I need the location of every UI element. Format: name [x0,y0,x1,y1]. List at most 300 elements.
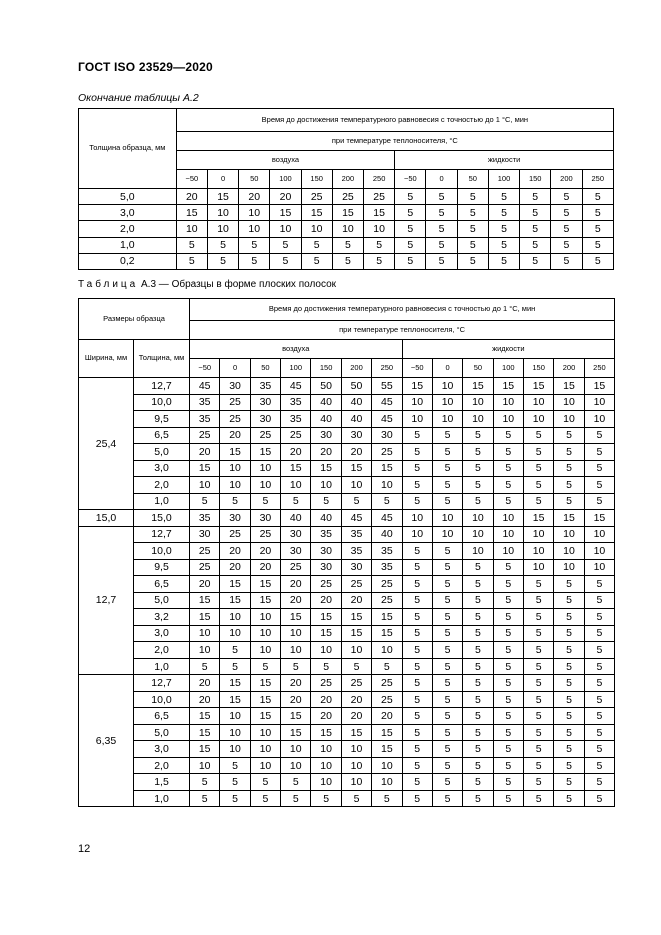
value-cell: 10 [281,625,311,642]
value-cell: 5 [301,237,332,253]
value-cell: 5 [220,658,250,675]
value-cell: 5 [395,221,426,237]
value-cell: 10 [341,642,371,659]
time-header: Время до достижения температурного равновесия с точностью до 1 °С, мин [190,299,615,321]
table-row [79,444,615,461]
value-cell: 5 [463,444,493,461]
value-cell: 15 [341,609,371,626]
value-cell: 10 [554,411,584,428]
temperature-cell: 50 [239,170,270,189]
value-cell: 10 [432,526,462,543]
value-cell: 10 [372,642,402,659]
value-cell: 5 [372,790,402,807]
value-cell: 25 [220,394,250,411]
value-cell: 5 [463,691,493,708]
value-cell: 5 [250,658,280,675]
value-cell: 10 [220,724,250,741]
value-cell: 5 [402,790,432,807]
value-cell: 5 [311,658,341,675]
value-cell: 5 [523,658,553,675]
value-cell: 5 [341,658,371,675]
value-cell: 10 [463,510,493,527]
value-cell: 5 [554,691,584,708]
value-cell: 5 [463,460,493,477]
value-cell: 5 [220,757,250,774]
value-cell: 5 [554,460,584,477]
value-cell: 5 [395,253,426,269]
value-cell: 15 [341,724,371,741]
value-cell: 15 [281,460,311,477]
value-cell: 30 [220,378,250,395]
value-cell: 5 [463,724,493,741]
value-cell: 25 [190,559,220,576]
value-cell: 5 [332,253,363,269]
value-cell: 10 [584,526,614,543]
value-cell: 10 [270,221,301,237]
value-cell: 30 [311,543,341,560]
value-cell: 20 [281,592,311,609]
thickness-cell: 10,0 [134,691,190,708]
value-cell: 5 [582,253,613,269]
value-cell: 5 [584,477,614,494]
value-cell: 10 [402,394,432,411]
value-cell: 45 [372,394,402,411]
time-header: Время до достижения температурного равновесия с точностью до 1 °С, мин [176,109,613,132]
value-cell: 25 [372,691,402,708]
value-cell: 5 [584,757,614,774]
thickness-cell: 6,5 [134,427,190,444]
value-cell: 5 [463,774,493,791]
value-cell: 25 [341,576,371,593]
value-cell: 5 [395,237,426,253]
temperature-cell: 0 [207,170,238,189]
value-cell: 20 [281,576,311,593]
table-a3-caption-number: А.3 [141,279,157,290]
value-cell: 5 [432,625,462,642]
value-cell: 40 [311,510,341,527]
value-cell: 15 [250,708,280,725]
value-cell: 10 [311,757,341,774]
value-cell: 5 [463,675,493,692]
table-row [79,790,615,807]
temperature-cell: 50 [463,359,493,378]
value-cell: 15 [493,378,523,395]
value-cell: 5 [584,675,614,692]
page-number: 12 [78,843,91,855]
value-cell: 5 [395,205,426,221]
temperature-cell: 100 [270,170,301,189]
value-cell: 10 [220,741,250,758]
value-cell: 10 [311,774,341,791]
value-cell: 10 [281,741,311,758]
value-cell: 5 [523,757,553,774]
value-cell: 5 [432,741,462,758]
value-cell: 5 [523,576,553,593]
value-cell: 5 [493,427,523,444]
value-cell: 5 [176,237,207,253]
value-cell: 5 [402,592,432,609]
value-cell: 15 [190,741,220,758]
thickness-cell: 2,0 [134,757,190,774]
value-cell: 5 [551,237,582,253]
value-cell: 15 [554,510,584,527]
value-cell: 5 [554,724,584,741]
value-cell: 10 [250,724,280,741]
value-cell: 10 [341,757,371,774]
value-cell: 10 [463,526,493,543]
value-cell: 5 [281,658,311,675]
value-cell: 5 [523,691,553,708]
value-cell: 20 [220,543,250,560]
value-cell: 5 [457,237,488,253]
value-cell: 15 [311,460,341,477]
value-cell: 5 [554,658,584,675]
value-cell: 5 [493,658,523,675]
value-cell: 5 [523,642,553,659]
value-cell: 25 [220,411,250,428]
value-cell: 5 [311,493,341,510]
value-cell: 30 [311,427,341,444]
value-cell: 45 [190,378,220,395]
table-row [79,411,615,428]
value-cell: 5 [493,642,523,659]
value-cell: 20 [220,427,250,444]
value-cell: 25 [364,189,395,205]
value-cell: 10 [250,625,280,642]
thickness-cell: 2,0 [79,221,177,237]
value-cell: 40 [311,394,341,411]
liquid-header: жидкости [402,340,615,359]
temperature-cell: 150 [301,170,332,189]
value-cell: 5 [270,253,301,269]
value-cell: 35 [341,543,371,560]
value-cell: 5 [402,543,432,560]
value-cell: 25 [372,592,402,609]
value-cell: 20 [250,543,280,560]
value-cell: 5 [432,724,462,741]
value-cell: 5 [488,237,519,253]
value-cell: 5 [426,205,457,221]
value-cell: 15 [207,189,238,205]
value-cell: 35 [372,559,402,576]
temperature-cell: 250 [372,359,402,378]
value-cell: 40 [341,394,371,411]
value-cell: 5 [402,460,432,477]
value-cell: 5 [432,559,462,576]
value-cell: 25 [250,427,280,444]
value-cell: 5 [554,642,584,659]
value-cell: 5 [582,189,613,205]
value-cell: 10 [493,526,523,543]
value-cell: 20 [239,189,270,205]
value-cell: 5 [372,658,402,675]
value-cell: 5 [402,724,432,741]
value-cell: 10 [523,543,553,560]
temperature-cell: 50 [457,170,488,189]
thickness-cell: 15,0 [134,510,190,527]
thickness-cell: 3,0 [134,460,190,477]
value-cell: 5 [432,576,462,593]
value-cell: 25 [220,526,250,543]
value-cell: 5 [432,609,462,626]
value-cell: 30 [341,427,371,444]
value-cell: 25 [281,427,311,444]
temperature-cell: 200 [332,170,363,189]
value-cell: 5 [239,253,270,269]
temperature-cell: 100 [493,359,523,378]
value-cell: 5 [582,205,613,221]
value-cell: 10 [220,477,250,494]
value-cell: 10 [372,757,402,774]
temperature-cell: 100 [281,359,311,378]
table-a3-caption-text: — Образцы в форме плоских полосок [158,279,337,290]
value-cell: 30 [311,559,341,576]
value-cell: 5 [432,493,462,510]
value-cell: 5 [270,237,301,253]
thickness-cell: 1,0 [134,790,190,807]
value-cell: 5 [432,658,462,675]
value-cell: 5 [523,708,553,725]
value-cell: 15 [190,592,220,609]
value-cell: 10 [554,394,584,411]
value-cell: 5 [584,576,614,593]
table-row [79,741,615,758]
value-cell: 5 [402,625,432,642]
table-row [79,724,615,741]
temperature-cell: −50 [190,359,220,378]
value-cell: 5 [176,253,207,269]
temperature-cell: 250 [582,170,613,189]
value-cell: 5 [520,205,551,221]
value-cell: 5 [332,237,363,253]
value-cell: 15 [311,724,341,741]
value-cell: 5 [432,790,462,807]
value-cell: 5 [463,625,493,642]
thickness-header: Толщина, мм [134,340,190,378]
thickness-cell: 3,0 [79,205,177,221]
value-cell: 5 [402,708,432,725]
table-row [79,394,615,411]
value-cell: 15 [190,708,220,725]
value-cell: 10 [281,477,311,494]
value-cell: 5 [493,576,523,593]
value-cell: 25 [250,526,280,543]
value-cell: 5 [554,625,584,642]
value-cell: 30 [220,510,250,527]
value-cell: 35 [281,411,311,428]
value-cell: 5 [364,253,395,269]
value-cell: 10 [584,411,614,428]
value-cell: 5 [584,691,614,708]
value-cell: 20 [190,576,220,593]
value-cell: 5 [190,493,220,510]
value-cell: 5 [402,757,432,774]
value-cell: 40 [311,411,341,428]
temperature-cell: 150 [520,170,551,189]
value-cell: 5 [554,444,584,461]
temperature-cell: 100 [488,170,519,189]
sizes-header: Размеры образца [79,299,190,340]
value-cell: 5 [493,559,523,576]
value-cell: 20 [311,708,341,725]
value-cell: 15 [372,460,402,477]
value-cell: 15 [220,691,250,708]
table-row [79,658,615,675]
value-cell: 10 [584,394,614,411]
table-row [79,609,615,626]
table-row [79,559,615,576]
value-cell: 5 [402,477,432,494]
value-cell: 5 [402,576,432,593]
value-cell: 5 [432,708,462,725]
value-cell: 5 [554,708,584,725]
value-cell: 5 [220,774,250,791]
table-row [79,493,615,510]
value-cell: 5 [584,708,614,725]
value-cell: 5 [493,741,523,758]
value-cell: 20 [341,708,371,725]
value-cell: 15 [523,510,553,527]
value-cell: 10 [584,543,614,560]
value-cell: 15 [584,510,614,527]
temperature-cell: 250 [364,170,395,189]
value-cell: 5 [551,205,582,221]
temperature-cell: 150 [523,359,553,378]
value-cell: 5 [584,493,614,510]
value-cell: 5 [551,253,582,269]
value-cell: 5 [584,625,614,642]
value-cell: 15 [372,741,402,758]
thickness-cell: 6,5 [134,708,190,725]
value-cell: 5 [207,237,238,253]
value-cell: 5 [551,221,582,237]
width-cell: 12,7 [79,526,134,675]
table-a3-caption-label: Таблица [78,279,139,290]
value-cell: 5 [432,675,462,692]
value-cell: 5 [584,609,614,626]
value-cell: 20 [311,444,341,461]
value-cell: 5 [523,774,553,791]
value-cell: 20 [176,189,207,205]
value-cell: 5 [190,790,220,807]
temperature-cell: 0 [432,359,462,378]
thickness-cell: 1,5 [134,774,190,791]
value-cell: 5 [523,493,553,510]
value-cell: 20 [220,559,250,576]
value-cell: 20 [311,691,341,708]
value-cell: 5 [493,757,523,774]
table-row [79,691,615,708]
table-row [79,625,615,642]
value-cell: 35 [190,510,220,527]
table-row [79,774,615,791]
value-cell: 35 [190,411,220,428]
value-cell: 5 [432,774,462,791]
value-cell: 5 [207,253,238,269]
value-cell: 5 [463,559,493,576]
value-cell: 10 [176,221,207,237]
table-row [79,526,615,543]
value-cell: 15 [301,205,332,221]
value-cell: 10 [220,625,250,642]
width-cell: 15,0 [79,510,134,527]
table-row [79,675,615,692]
value-cell: 5 [523,741,553,758]
value-cell: 5 [493,493,523,510]
value-cell: 30 [250,394,280,411]
thickness-cell: 10,0 [134,543,190,560]
table-row [79,427,615,444]
value-cell: 25 [341,675,371,692]
value-cell: 10 [493,394,523,411]
table-row [79,237,614,253]
value-cell: 5 [402,658,432,675]
thickness-cell: 3,2 [134,609,190,626]
value-cell: 5 [554,477,584,494]
table-row [79,378,615,395]
value-cell: 10 [239,205,270,221]
value-cell: 5 [281,790,311,807]
thickness-cell: 5,0 [134,444,190,461]
value-cell: 15 [523,378,553,395]
value-cell: 15 [341,460,371,477]
value-cell: 5 [281,774,311,791]
temperature-cell: 0 [426,170,457,189]
value-cell: 15 [364,205,395,221]
value-cell: 5 [582,221,613,237]
value-cell: 5 [402,774,432,791]
value-cell: 15 [176,205,207,221]
value-cell: 20 [281,675,311,692]
thickness-cell: 9,5 [134,411,190,428]
value-cell: 5 [493,790,523,807]
value-cell: 5 [432,642,462,659]
value-cell: 5 [554,757,584,774]
value-cell: 5 [523,724,553,741]
value-cell: 5 [463,477,493,494]
value-cell: 15 [270,205,301,221]
value-cell: 25 [372,576,402,593]
value-cell: 40 [341,411,371,428]
value-cell: 5 [523,625,553,642]
value-cell: 10 [523,411,553,428]
value-cell: 5 [520,221,551,237]
value-cell: 5 [281,493,311,510]
value-cell: 45 [281,378,311,395]
value-cell: 45 [372,510,402,527]
value-cell: 5 [364,237,395,253]
value-cell: 10 [402,526,432,543]
temperature-cell: −50 [395,170,426,189]
thickness-cell: 2,0 [134,642,190,659]
value-cell: 10 [493,411,523,428]
value-cell: 5 [250,493,280,510]
value-cell: 5 [523,675,553,692]
value-cell: 5 [554,675,584,692]
value-cell: 5 [250,790,280,807]
value-cell: 5 [190,658,220,675]
value-cell: 10 [281,757,311,774]
value-cell: 5 [463,609,493,626]
value-cell: 15 [190,724,220,741]
value-cell: 5 [493,444,523,461]
value-cell: 10 [432,510,462,527]
thickness-cell: 5,0 [79,189,177,205]
value-cell: 10 [341,741,371,758]
value-cell: 10 [372,774,402,791]
value-cell: 20 [372,708,402,725]
value-cell: 5 [523,460,553,477]
